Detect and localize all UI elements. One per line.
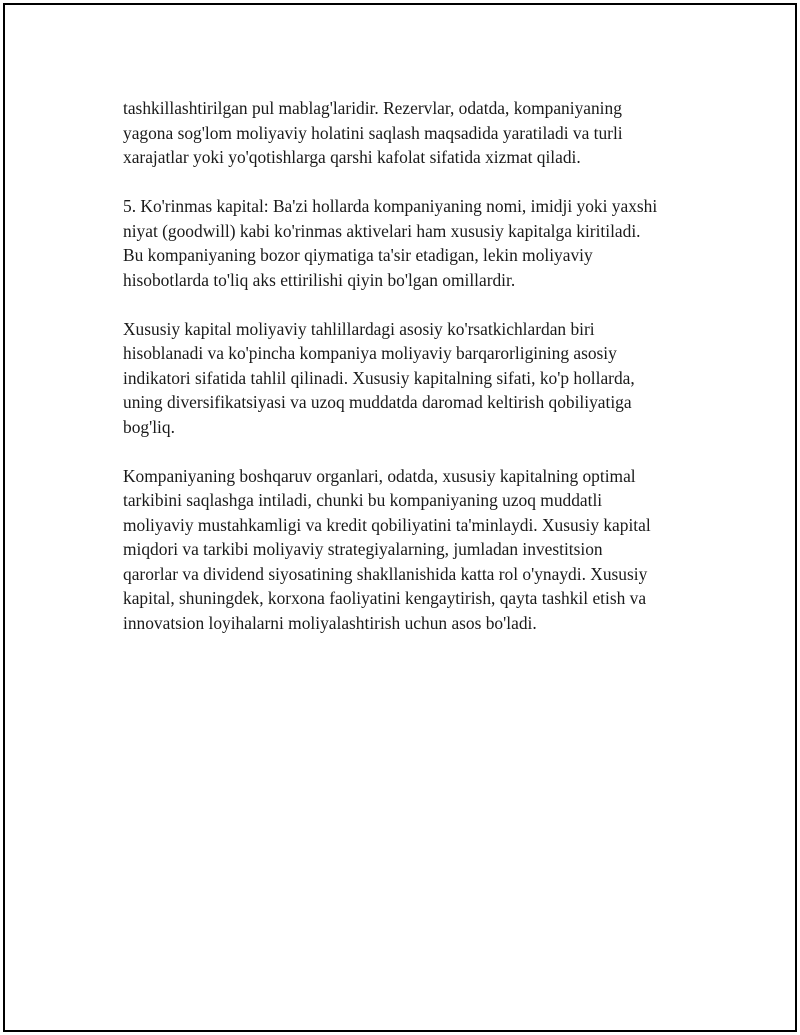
paragraph-reserves-continuation: tashkillashtirilgan pul mablag'laridir. Rezervlar, odatda, kompaniyaning yagona sog'lom moliyaviy holatini saqlash maqsadida yaratiladi va turli xarajatlar yoki yo'qotishlarga qarshi kafolat sifatida xizmat qiladi. bbox=[123, 98, 623, 167]
paragraph-equity-management: Kompaniyaning boshqaruv organlari, odatda, xususiy kapitalning optimal tarkibini saqlashga intiladi, chunki bu kompaniyaning uzoq muddatli moliyaviy mustahkamligi va kredit qobiliyatini ta'minlaydi. Xususiy kapital miqdori va tarkibi moliyaviy strategiyalarning, jumladan investitsion qarorlar va dividend siyosatining shakllanishida katta rol o'ynaydi. Xususiy kapital, shuningdek, korxona faoliyatini kengaytirish, qayta tashkil etish va innovatsion loyihalarni moliyalashtirish uchun asos bo'ladi. bbox=[123, 465, 651, 633]
paragraph-intangible-capital: 5. Ko'rinmas kapital: Ba'zi hollarda kompaniyaning nomi, imidji yoki yaxshi niyat (goodwill) kabi ko'rinmas aktivelari ham xususiy kapitalga kiritiladi. Bu kompaniyaning bozor qiymatiga ta'sir etadigan, lekin moliyaviy hisobotlarda to'liq aks ettirilishi qiyin bo'lgan omillardir. bbox=[123, 196, 658, 290]
paragraph-equity-analysis: Xususiy kapital moliyaviy tahlillardagi asosiy ko'rsatkichlardan biri hisoblanadi va ko'pincha kompaniya moliyaviy barqarorligining asosiy indikatori sifatida tahlil qilinadi. Xususiy kapitalning sifati, ko'p hollarda, uning diversifikatsiyasi va uzoq muddatda daromad keltirish qobiliyatiga bog'liq. bbox=[123, 318, 635, 437]
document-body bbox=[123, 96, 708, 660]
page-frame bbox=[3, 3, 797, 1032]
